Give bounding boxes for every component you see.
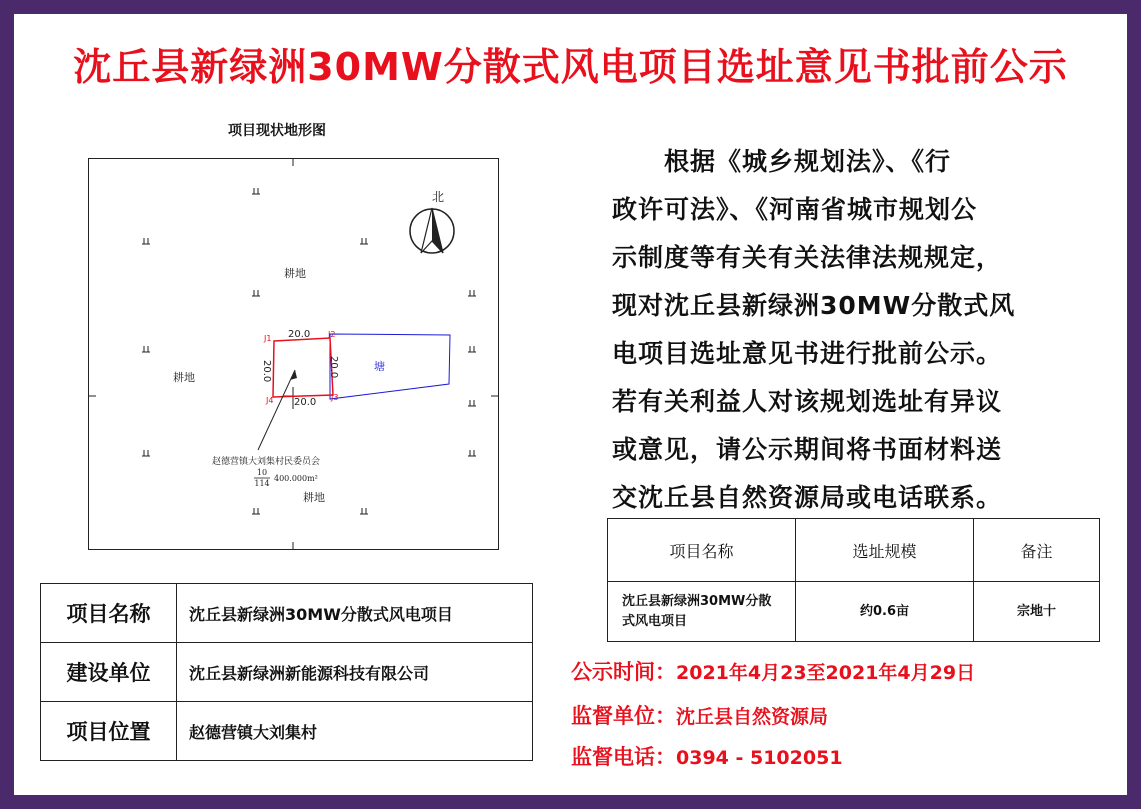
info-label-builder: 建设单位 [41, 643, 177, 702]
map-grid-ticks [88, 158, 499, 550]
vertex-j3: J3 [331, 393, 339, 402]
land-label-left: 耕地 [173, 371, 195, 384]
leader-arrowhead [290, 370, 297, 380]
table-row [41, 584, 533, 643]
info-value-builder: 沈丘县新绿洲新能源科技有限公司 [177, 643, 533, 702]
north-label: 北 [431, 190, 445, 204]
notice-line: 若有关利益人对该规划选址有异议 [612, 387, 1003, 416]
publicity-time-value: 2021年4月23至2021年4月29日 [676, 662, 976, 684]
dim-bottom: 20.0 [294, 397, 317, 408]
table-row [41, 702, 533, 761]
supervision-unit-value: 沈丘县自然资源局 [676, 706, 829, 728]
supervision-phone [571, 741, 843, 771]
supervision-phone-label: 监督电话： [571, 745, 676, 769]
parcel-owner: 赵德营镇大刘集村民委员会 [212, 457, 321, 467]
summary-header-scale: 选址规模 [796, 519, 974, 582]
supervision-phone-value: 0394 - 5102051 [676, 747, 843, 769]
summary-header-name: 项目名称 [608, 519, 796, 582]
parcel-area: 400.000m² [274, 474, 318, 483]
summary-cell-remark: 宗地十 [974, 582, 1100, 642]
publicity-time-label: 公示时间： [571, 660, 676, 684]
notice-line: 交沈丘县自然资源局或电话联系。 [612, 483, 1003, 512]
notice-sheet [14, 14, 1127, 795]
map-caption: 项目现状地形图 [228, 123, 326, 139]
notice-line: 根据《城乡规划法》、《行 [612, 147, 952, 176]
summary-cell-name: 沈丘县新绿洲30MW分散式风电项目 [608, 582, 796, 642]
table-row [41, 643, 533, 702]
info-label-location: 项目位置 [41, 702, 177, 761]
summary-table-header [608, 519, 1100, 582]
publicity-time [571, 656, 975, 686]
supervision-unit [571, 700, 828, 730]
land-label-top: 耕地 [284, 267, 306, 280]
map-border [89, 159, 499, 550]
pond-label: 塘 [374, 360, 385, 373]
project-parcel [273, 338, 333, 397]
vertex-j1: J1 [264, 334, 272, 343]
summary-cell-scale: 约0.6亩 [796, 582, 974, 642]
notice-line: 示制度等有关有关法律法规规定， [612, 243, 1003, 272]
vertex-j4: J4 [266, 396, 274, 405]
north-arrow-icon [410, 208, 454, 253]
parcel-number: 10 [256, 468, 268, 477]
land-label-bottom: 耕地 [303, 491, 325, 504]
notice-line: 现对沈丘县新绿洲30MW分散式风 [612, 291, 1016, 320]
summary-header-remark: 备注 [974, 519, 1100, 582]
pond-outline [330, 334, 450, 399]
page-title: 沈丘县新绿洲30MW分散式风电项目选址意见书批前公示 [73, 45, 1068, 89]
table-row [608, 582, 1100, 642]
terrain-map [88, 158, 499, 550]
notice-line: 电项目选址意见书进行批前公示。 [612, 339, 1003, 368]
project-info-table [40, 583, 533, 761]
vertex-j2: J2 [328, 330, 336, 339]
notice-line: 政许可法》、《河南省城市规划公 [612, 195, 978, 224]
info-value-name: 沈丘县新绿洲30MW分散式风电项目 [177, 584, 533, 643]
supervision-unit-label: 监督单位： [571, 704, 676, 728]
info-value-location: 赵德营镇大刘集村 [177, 702, 533, 761]
notice-text [612, 138, 1072, 522]
dim-top: 20.0 [288, 329, 311, 340]
parcel-sheet-number: 114 [254, 479, 270, 488]
summary-table [607, 518, 1100, 642]
dim-right: 20.0 [328, 356, 339, 379]
dim-left: 20.0 [261, 360, 272, 383]
info-label-name: 项目名称 [41, 584, 177, 643]
notice-line: 或意见，请公示期间将书面材料送 [612, 435, 1003, 464]
